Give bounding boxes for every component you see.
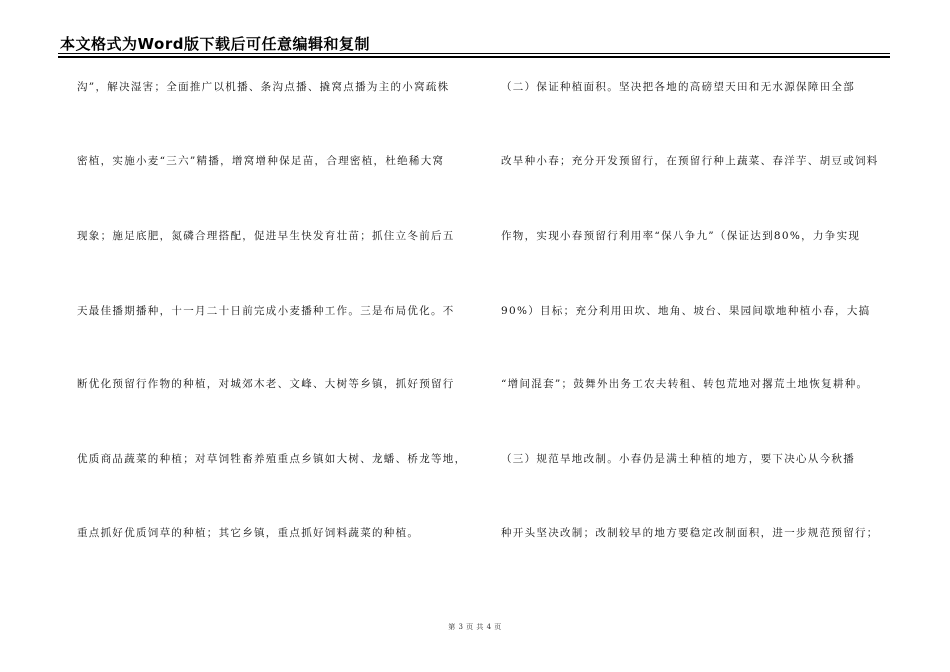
document-header-title: 本文格式为Word版下载后可任意编辑和复制	[60, 35, 370, 53]
right-line-2: 改旱种小春；充分开发预留行，在预留行种上蔬菜、春洋芋、胡豆或饲料	[501, 155, 879, 167]
left-line-4: 天最佳播期播种，十一月二十日前完成小麦播种工作。三是布局优化。不	[77, 305, 455, 317]
left-line-7: 重点抓好优质饲草的种植；其它乡镇，重点抓好饲料蔬菜的种植。	[77, 527, 420, 539]
header-rule-thick	[58, 56, 890, 58]
right-line-6: （三）规范旱地改制。小春仍是满土种植的地方，要下决心从今秋播	[501, 453, 855, 465]
right-line-4: 90%）目标；充分利用田坎、地角、坡台、果园间歇地种植小春，大搞	[501, 305, 871, 317]
left-line-5: 断优化预留行作物的种植，对城郊木老、文峰、大树等乡镇，抓好预留行	[77, 378, 455, 390]
header-rule-thin	[58, 53, 890, 54]
right-line-7: 种开头坚决改制；改制较早的地方要稳定改制面积，进一步规范预留行；	[501, 527, 879, 539]
left-line-3: 现象；施足底肥，氮磷合理搭配，促进早生快发育壮苗；抓住立冬前后五	[77, 230, 455, 242]
right-line-1: （二）保证种植面积。坚决把各地的高磅望天田和无水源保障田全部	[501, 81, 855, 93]
left-line-2: 密植，实施小麦“三六”精播，增窝增种保足苗，合理密植，杜绝稀大窝	[77, 155, 445, 167]
page-number-footer: 第 3 页 共 4 页	[448, 623, 502, 631]
left-line-1: 沟”，解决湿害；全面推广以机播、条沟点播、撬窝点播为主的小窝疏株	[77, 81, 450, 93]
right-line-5: “增间混套”；鼓舞外出务工农夫转租、转包荒地对撂荒土地恢复耕种。	[501, 378, 869, 390]
left-line-6: 优质商品蔬菜的种植；对草饲牲畜养殖重点乡镇如大树、龙蟠、桥龙等地，	[77, 453, 467, 465]
right-line-3: 作物，实现小春预留行利用率“保八争九”（保证达到80%，力争实现	[501, 230, 861, 242]
